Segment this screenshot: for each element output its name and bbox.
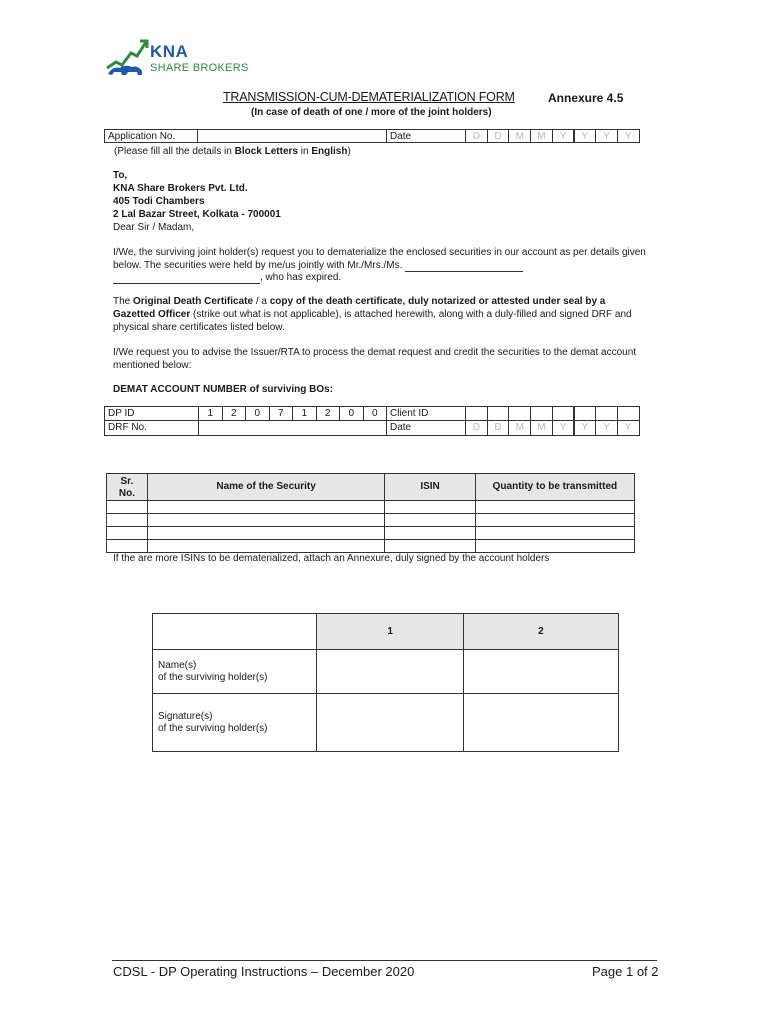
client-id-digit-box[interactable] (574, 406, 597, 421)
client-id-label: Client ID (386, 406, 466, 421)
sr-no-header (107, 474, 148, 501)
date-box[interactable]: Y (574, 129, 597, 143)
cert-text-b: Original Death Certificate (133, 296, 254, 307)
date-box[interactable]: D (465, 129, 488, 143)
address-company: KNA Share Brokers Pvt. Ltd. (113, 183, 248, 194)
date-box[interactable]: D (465, 420, 488, 436)
holder-2-name-field[interactable] (463, 650, 618, 694)
table-cell[interactable] (475, 501, 634, 514)
cert-text-a: The (113, 296, 134, 307)
dp-id-label: DP ID (104, 406, 199, 421)
expired-text: , who has expired. (260, 272, 342, 283)
block-letters-note (114, 145, 351, 158)
date-box[interactable]: M (508, 129, 531, 143)
cert-text-e: Gazetted Officer (113, 309, 191, 320)
note-text-2: in (297, 146, 312, 157)
drf-no-label: DRF No. (104, 420, 199, 436)
dp-id-digit: 0 (363, 406, 388, 421)
table-row (107, 501, 635, 514)
names-label-2: of the surviving holder(s) (158, 671, 268, 683)
signature-label-1: Signature(s) (158, 710, 213, 722)
dp-id-digit: 2 (222, 406, 247, 421)
table-cell[interactable] (475, 514, 634, 527)
isin-header: ISIN (385, 474, 475, 501)
address-line-2: 2 Lal Bazar Street, Kolkata - 700001 (113, 209, 281, 220)
date-box[interactable]: Y (617, 129, 640, 143)
certificate-paragraph-line-1 (113, 295, 605, 308)
date-box[interactable]: D (487, 129, 510, 143)
demat-heading: DEMAT ACCOUNT NUMBER of surviving BOs: (113, 384, 333, 395)
quantity-header: Quantity to be transmitted (475, 474, 634, 501)
date-box[interactable]: M (530, 420, 553, 436)
cert-text-f: (strike out what is not applicable), is attached herewith, along with a duly-filled and signed DRF and (190, 309, 632, 320)
salutation: Dear Sir / Madam, (113, 222, 195, 233)
table-cell[interactable] (107, 501, 148, 514)
certificate-paragraph-line-2 (113, 308, 632, 321)
annexure-note: If the are more ISINs to be dematerialized, attach an Annexure, duly signed by the account holders (113, 553, 550, 564)
date-box[interactable]: M (530, 129, 553, 143)
footer-left-text: CDSL - DP Operating Instructions – December 2020 (113, 964, 415, 979)
request-paragraph-line-3 (113, 271, 341, 284)
note-text-1: (Please fill all the details in (114, 146, 235, 157)
advise-paragraph-line-1: I/We request you to advise the Issuer/RTA to process the demat request and credit the securities to the demat account (113, 347, 637, 358)
table-cell[interactable] (107, 514, 148, 527)
names-label-cell (153, 650, 317, 694)
table-cell[interactable] (385, 514, 475, 527)
client-id-digit-box[interactable] (508, 406, 531, 421)
dp-id-digit: 2 (316, 406, 341, 421)
table-cell[interactable] (147, 527, 384, 540)
client-id-digit-box[interactable] (465, 406, 488, 421)
securities-table (106, 473, 635, 553)
table-row (107, 514, 635, 527)
date-box[interactable]: Y (574, 420, 597, 436)
client-id-digit-box[interactable] (487, 406, 510, 421)
dp-id-digit: 0 (245, 406, 270, 421)
request-paragraph-line-1: I/We, the surviving joint holder(s) request you to dematerialize the enclosed securities in our account as per details given (113, 247, 646, 258)
holder-1-signature-field[interactable] (317, 694, 463, 752)
address-line-1: 405 Todi Chambers (113, 196, 205, 207)
table-cell[interactable] (147, 501, 384, 514)
date-box[interactable]: D (487, 420, 510, 436)
date-box[interactable]: M (508, 420, 531, 436)
client-id-digit-box[interactable] (530, 406, 553, 421)
form-subtitle: (In case of death of one / more of the joint holders) (251, 107, 492, 118)
dp-id-digit: 7 (269, 406, 294, 421)
table-cell[interactable] (385, 527, 475, 540)
holder-2-signature-field[interactable] (463, 694, 618, 752)
application-no-label: Application No. (104, 129, 198, 143)
table-cell[interactable] (475, 540, 634, 553)
address-to: To, (113, 170, 128, 181)
table-cell[interactable] (107, 540, 148, 553)
date-box[interactable]: Y (552, 420, 575, 436)
table-row (107, 540, 635, 553)
holder-2-header: 2 (463, 614, 618, 650)
client-id-digit-box[interactable] (617, 406, 640, 421)
advise-paragraph-line-2: mentioned below: (113, 360, 192, 371)
application-no-field[interactable] (197, 129, 387, 143)
date-box[interactable]: Y (595, 129, 618, 143)
drf-no-field[interactable] (198, 420, 387, 436)
date-label: Date (386, 129, 466, 143)
held-jointly-text: below. The securities were held by me/us jointly with Mr./Mrs./Ms. (113, 260, 403, 271)
dp-id-digit: 0 (339, 406, 364, 421)
deceased-name-blank-2[interactable] (113, 272, 260, 284)
form-title: TRANSMISSION-CUM-DEMATERIALIZATION FORM (223, 90, 515, 104)
cert-text-c: / a (253, 296, 270, 307)
holder-1-header: 1 (317, 614, 463, 650)
deceased-name-blank[interactable] (405, 260, 523, 272)
company-logo (104, 38, 254, 78)
note-text-3: ) (347, 146, 351, 157)
dp-id-digit: 1 (292, 406, 317, 421)
date-box[interactable]: Y (595, 420, 618, 436)
bull-chart-logo-icon (104, 38, 150, 76)
table-cell[interactable] (385, 540, 475, 553)
client-id-digit-box[interactable] (552, 406, 575, 421)
date-box[interactable]: Y (617, 420, 640, 436)
sr-no-header-text: Sr. No. (118, 476, 135, 499)
note-bold-1: Block Letters (234, 146, 298, 157)
date-box[interactable]: Y (552, 129, 575, 143)
holder-1-name-field[interactable] (317, 650, 463, 694)
signature-label-cell (153, 694, 317, 752)
certificate-paragraph-line-3: physical share certificates listed below. (113, 322, 285, 333)
page-number: Page 1 of 2 (592, 964, 659, 979)
signature-label-2: of the surviving holder(s) (158, 722, 268, 734)
names-label-1: Name(s) (158, 659, 197, 671)
table-cell[interactable] (475, 527, 634, 540)
table-cell[interactable] (147, 540, 384, 553)
table-row (107, 527, 635, 540)
security-name-header: Name of the Security (147, 474, 384, 501)
client-id-digit-box[interactable] (595, 406, 618, 421)
dp-id-digit: 1 (198, 406, 223, 421)
footer-divider (112, 960, 657, 961)
logo-brand: KNA (150, 42, 189, 61)
table-cell[interactable] (385, 501, 475, 514)
annexure-label: Annexure 4.5 (548, 91, 624, 105)
logo-subtitle: SHARE BROKERS (150, 62, 249, 74)
table-cell[interactable] (107, 527, 148, 540)
note-bold-2: English (311, 146, 348, 157)
table-cell[interactable] (147, 514, 384, 527)
cert-text-d: copy of the death certificate, duly notarized or attested under seal by a (269, 296, 606, 307)
holders-corner-cell (153, 614, 317, 650)
drf-date-label: Date (386, 420, 466, 436)
holders-table (152, 613, 619, 752)
